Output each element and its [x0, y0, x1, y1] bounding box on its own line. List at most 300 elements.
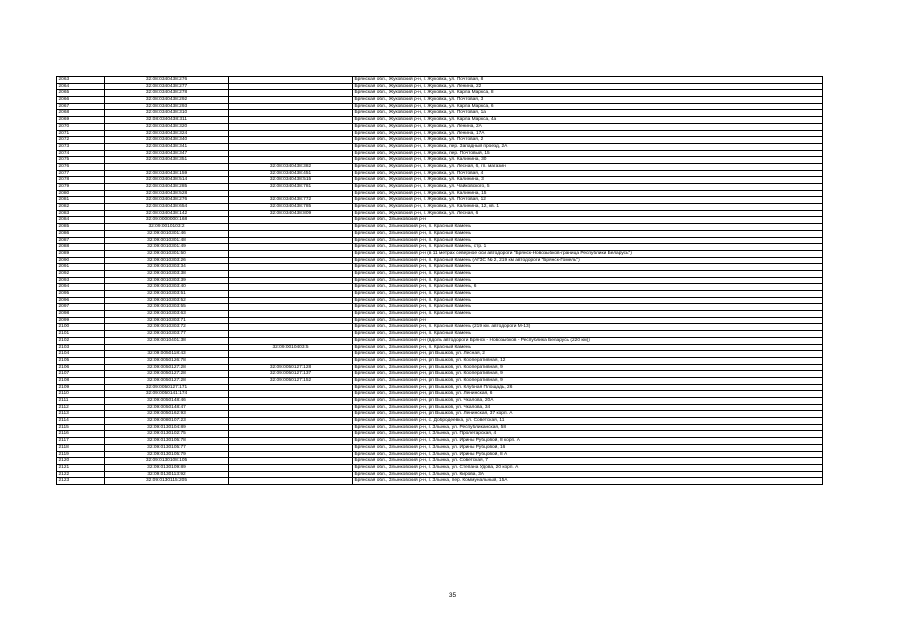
- address-cell: Брянская обл., Злынковский р-н, п. Красный Камень: [353, 230, 823, 237]
- address-cell: Брянская обл., Злынковский р-н, рп Вышков, ул. Ленинская, 37 корп. А: [353, 411, 823, 418]
- sub-cadastral-number-cell: [229, 304, 353, 311]
- cadastral-number-cell: 32:08:0340438:276: [105, 77, 229, 84]
- sub-cadastral-number-cell: [229, 458, 353, 465]
- table-row: [57, 190, 823, 197]
- row-number-cell: 2095: [57, 291, 105, 298]
- sub-cadastral-number-cell: [229, 230, 353, 237]
- cadastral-number-cell: 32:08:0340438:292: [105, 97, 229, 104]
- table-row: [57, 130, 823, 137]
- cadastral-number-cell: 32:09:0010303:51: [105, 291, 229, 298]
- address-cell: Брянская обл., Злынковский р-н, п. Красный Камень: [353, 311, 823, 318]
- table-row: [57, 364, 823, 371]
- row-number-cell: 2098: [57, 311, 105, 318]
- sub-cadastral-number-cell: [229, 97, 353, 104]
- sub-cadastral-number-cell: [229, 103, 353, 110]
- table-row: [57, 451, 823, 458]
- table-row: [57, 331, 823, 338]
- sub-cadastral-number-cell: [229, 464, 353, 471]
- sub-cadastral-number-cell: [229, 250, 353, 257]
- address-cell: Брянская обл., Злынковский р-н, рп Вышков, ул. Чкалова, 20А: [353, 398, 823, 405]
- sub-cadastral-number-cell: [229, 270, 353, 277]
- cadastral-number-cell: 32:09:0130105:78: [105, 438, 229, 445]
- address-cell: Брянская обл., Злынковский р-н, г. Злынка, ул. Пролетарская, 4: [353, 431, 823, 438]
- address-cell: Брянская обл., Жуковский р-н, г. Жуковка, ул. Карла Маркса, 4а: [353, 117, 823, 124]
- address-cell: Брянская обл., Злынковский р-н, п. Красный Камень: [353, 291, 823, 298]
- row-number-cell: 2085: [57, 224, 105, 231]
- sub-cadastral-number-cell: [229, 123, 353, 130]
- sub-cadastral-number-cell: [229, 418, 353, 425]
- row-number-cell: 2079: [57, 184, 105, 191]
- address-cell: Брянская обл., Злынковский р-н, п. Красный Камень: [353, 277, 823, 284]
- table-row: [57, 351, 823, 358]
- cadastral-number-cell: 32:09:0130105:79: [105, 451, 229, 458]
- row-number-cell: 2084: [57, 217, 105, 224]
- table-row: [57, 157, 823, 164]
- table-row: [57, 90, 823, 97]
- row-number-cell: 2117: [57, 438, 105, 445]
- sub-cadastral-number-cell: [229, 83, 353, 90]
- sub-cadastral-number-cell: 32:09:0050127:128: [229, 364, 353, 371]
- sub-cadastral-number-cell: [229, 384, 353, 391]
- cadastral-number-cell: 32:09:0050127:28: [105, 364, 229, 371]
- table-row: [57, 384, 823, 391]
- address-cell: Брянская обл., Злынковский р-н, п. Красный Камень: [353, 297, 823, 304]
- table-row: [57, 458, 823, 465]
- sub-cadastral-number-cell: [229, 438, 353, 445]
- address-cell: Брянская обл., Жуковский р-н, г. Жуковка, ул. Лесная, 6, гп. магазин: [353, 163, 823, 170]
- row-number-cell: 2100: [57, 324, 105, 331]
- table-row: [57, 404, 823, 411]
- row-number-cell: 2083: [57, 210, 105, 217]
- sub-cadastral-number-cell: [229, 264, 353, 271]
- address-cell: Брянская обл., Злынковский р-н, г. Злынка, ул. Ирины Рубцовой, 8 А: [353, 451, 823, 458]
- address-cell: Брянская обл., Жуковский р-н, г. Жуковка, ул. Карла Маркса, 8: [353, 90, 823, 97]
- address-cell: Брянская обл., Жуковский р-н, г. Жуковка, ул. Почтовая, 2: [353, 137, 823, 144]
- row-number-cell: 2076: [57, 163, 105, 170]
- row-number-cell: 2080: [57, 190, 105, 197]
- table-row: [57, 284, 823, 291]
- sub-cadastral-number-cell: 32:08:0340438:451: [229, 170, 353, 177]
- table-row: [57, 110, 823, 117]
- table-row: [57, 244, 823, 251]
- table-row: [57, 237, 823, 244]
- cadastral-number-cell: 32:09:0010303:26: [105, 257, 229, 264]
- cadastral-number-cell: 32:09:0130102:75: [105, 431, 229, 438]
- row-number-cell: 2082: [57, 204, 105, 211]
- table-row: [57, 103, 823, 110]
- address-cell: Брянская обл., Злынковский р-н: [353, 317, 823, 324]
- row-number-cell: 2081: [57, 197, 105, 204]
- cadastral-number-cell: 32:09:0010303:38: [105, 270, 229, 277]
- cadastral-number-cell: 32:09:0080107:23: [105, 418, 229, 425]
- address-cell: Брянская обл., Злынковский р-н, г. Злынка, ул. Ирины Рубцовой, 16: [353, 444, 823, 451]
- address-cell: Брянская обл., Злынковский р-н, п. Красный Камень (219 км. автодороги М-13): [353, 324, 823, 331]
- address-cell: Брянская обл., Жуковский р-н, г. Жуковка, ул. Почтовая, 4: [353, 170, 823, 177]
- row-number-cell: 2107: [57, 371, 105, 378]
- sub-cadastral-number-cell: [229, 411, 353, 418]
- cadastral-number-cell: 32:09:0050127:28: [105, 377, 229, 384]
- sub-cadastral-number-cell: [229, 424, 353, 431]
- table-row: [57, 184, 823, 191]
- table-row: [57, 431, 823, 438]
- sub-cadastral-number-cell: [229, 431, 353, 438]
- row-number-cell: 2065: [57, 90, 105, 97]
- sub-cadastral-number-cell: [229, 217, 353, 224]
- cadastral-number-cell: 32:09:0010303:34: [105, 264, 229, 271]
- address-cell: Брянская обл., Злынковский р-н, п. Красный Камень: [353, 270, 823, 277]
- address-cell: Брянская обл., Злынковский р-н (вдоль автодороги Брянск - Новозыбков - Республика Беларусь (220 км)): [353, 337, 823, 344]
- address-cell: Брянская обл., Жуковский р-н, г. Жуковка, ул. Почтовая, 1а: [353, 110, 823, 117]
- sub-cadastral-number-cell: [229, 351, 353, 358]
- cadastral-number-cell: 32:09:0050126:78: [105, 357, 229, 364]
- cadastral-number-cell: 32:09:0050127:171: [105, 384, 229, 391]
- cadastral-table-body: [57, 77, 823, 485]
- table-row: [57, 291, 823, 298]
- address-cell: Брянская обл., Злынковский р-н, п. Красный Камень: [353, 224, 823, 231]
- address-cell: Брянская обл., Злынковский р-н, г. Злынка, ул. Кирова, 3А: [353, 471, 823, 478]
- row-number-cell: 2102: [57, 337, 105, 344]
- table-row: [57, 163, 823, 170]
- row-number-cell: 2096: [57, 297, 105, 304]
- cadastral-number-cell: 32:09:0130108:105: [105, 458, 229, 465]
- address-cell: Брянская обл., Злынковский р-н, п. Красный Камень: [353, 304, 823, 311]
- row-number-cell: 2112: [57, 404, 105, 411]
- address-cell: Брянская обл., Злынковский р-н, рп Вышков, ул. Чкалова, 34: [353, 404, 823, 411]
- sub-cadastral-number-cell: [229, 224, 353, 231]
- sub-cadastral-number-cell: [229, 77, 353, 84]
- page-number: 35: [448, 592, 457, 599]
- table-row: [57, 117, 823, 124]
- row-number-cell: 2101: [57, 331, 105, 338]
- cadastral-number-cell: 32:09:0010303:52: [105, 297, 229, 304]
- row-number-cell: 2108: [57, 377, 105, 384]
- table-row: [57, 471, 823, 478]
- row-number-cell: 2072: [57, 137, 105, 144]
- row-number-cell: 2121: [57, 464, 105, 471]
- cadastral-number-cell: 32:09:0010303:72: [105, 324, 229, 331]
- cadastral-number-cell: 32:09:0010303:55: [105, 304, 229, 311]
- sub-cadastral-number-cell: [229, 277, 353, 284]
- cadastral-number-cell: 32:08:0340438:514: [105, 177, 229, 184]
- sub-cadastral-number-cell: [229, 150, 353, 157]
- row-number-cell: 2092: [57, 270, 105, 277]
- sub-cadastral-number-cell: 32:08:0340438:781: [229, 184, 353, 191]
- table-row: [57, 170, 823, 177]
- address-cell: Брянская обл., Жуковский р-н, г. Жуковка, ул. Лесная, 6: [353, 210, 823, 217]
- table-row: [57, 177, 823, 184]
- cadastral-number-cell: 32:09:0050118:43: [105, 351, 229, 358]
- sub-cadastral-number-cell: [229, 190, 353, 197]
- row-number-cell: 2069: [57, 117, 105, 124]
- row-number-cell: 2122: [57, 471, 105, 478]
- table-row: [57, 83, 823, 90]
- row-number-cell: 2077: [57, 170, 105, 177]
- row-number-cell: 2120: [57, 458, 105, 465]
- table-row: [57, 444, 823, 451]
- row-number-cell: 2114: [57, 418, 105, 425]
- cadastral-number-cell: 32:08:0340438:341: [105, 143, 229, 150]
- cadastral-number-cell: 32:09:0010303:77: [105, 331, 229, 338]
- row-number-cell: 2078: [57, 177, 105, 184]
- row-number-cell: 2123: [57, 478, 105, 485]
- table-row: [57, 217, 823, 224]
- address-cell: Брянская обл., Жуковский р-н, г. Жуковка, ул. Почтовая, 8: [353, 77, 823, 84]
- address-cell: Брянская обл., Злынковский р-н, рп Вышков, ул. Ленинская, 6: [353, 391, 823, 398]
- cadastral-number-cell: 32:08:0340438:347: [105, 150, 229, 157]
- table-row: [57, 377, 823, 384]
- cadastral-number-cell: 32:09:0010303:40: [105, 284, 229, 291]
- address-cell: Брянская обл., Злынковский р-н, п. Красный Камень: [353, 331, 823, 338]
- table-row: [57, 324, 823, 331]
- sub-cadastral-number-cell: [229, 357, 353, 364]
- sub-cadastral-number-cell: [229, 90, 353, 97]
- row-number-cell: 2071: [57, 130, 105, 137]
- address-cell: Брянская обл., Жуковский р-н, г. Жуковка, ул. Ленина, 17А: [353, 130, 823, 137]
- cadastral-number-cell: [105, 163, 229, 170]
- address-cell: Брянская обл., Злынковский р-н, рп Вышков, ул. Клубная Площадь, 26: [353, 384, 823, 391]
- table-row: [57, 230, 823, 237]
- sub-cadastral-number-cell: 32:09:0050127:137: [229, 371, 353, 378]
- table-row: [57, 297, 823, 304]
- sub-cadastral-number-cell: [229, 117, 353, 124]
- table-row: [57, 270, 823, 277]
- sub-cadastral-number-cell: [229, 451, 353, 458]
- table-row: [57, 257, 823, 264]
- table-row: [57, 150, 823, 157]
- row-number-cell: 2091: [57, 264, 105, 271]
- row-number-cell: 2075: [57, 157, 105, 164]
- sub-cadastral-number-cell: [229, 478, 353, 485]
- address-cell: Брянская обл., Жуковский р-н, г. Жуковка, ул. Чайковского, 5: [353, 184, 823, 191]
- cadastral-number-cell: 32:09:0130104:89: [105, 424, 229, 431]
- cadastral-number-cell: 32:09:0010301:48: [105, 237, 229, 244]
- cadastral-number-cell: 32:09:0010103:2: [105, 224, 229, 231]
- sub-cadastral-number-cell: [229, 404, 353, 411]
- cadastral-number-cell: 32:09:0010301:50: [105, 250, 229, 257]
- address-cell: Брянская обл., Жуковский р-н, г. Жуковка, ул. Почтовая, 3: [353, 97, 823, 104]
- row-number-cell: 2104: [57, 351, 105, 358]
- sub-cadastral-number-cell: [229, 291, 353, 298]
- address-cell: Брянская обл., Злынковский р-н, п. Красный Камень, 6: [353, 284, 823, 291]
- sub-cadastral-number-cell: [229, 157, 353, 164]
- table-row: [57, 438, 823, 445]
- sub-cadastral-number-cell: [229, 137, 353, 144]
- row-number-cell: 2116: [57, 431, 105, 438]
- cadastral-number-cell: 32:09:0050127:28: [105, 371, 229, 378]
- sub-cadastral-number-cell: 32:09:0010403:5: [229, 344, 353, 351]
- row-number-cell: 2110: [57, 391, 105, 398]
- cadastral-table: [56, 76, 823, 485]
- address-cell: Брянская обл., Жуковский р-н, г. Жуковка, ул. Ленина, 2А: [353, 123, 823, 130]
- cadastral-number-cell: 32:08:0340438:340: [105, 137, 229, 144]
- address-cell: Брянская обл., Жуковский р-н, г. Жуковка, пер. Почтовый, 15: [353, 150, 823, 157]
- address-cell: Брянская обл., Жуковский р-н, г. Жуковка, ул. Калинина, 12, кв. 1: [353, 204, 823, 211]
- sub-cadastral-number-cell: [229, 130, 353, 137]
- row-number-cell: 2119: [57, 451, 105, 458]
- table-row: [57, 210, 823, 217]
- table-row: [57, 464, 823, 471]
- sub-cadastral-number-cell: [229, 471, 353, 478]
- cadastral-number-cell: 32:08:0340438:310: [105, 110, 229, 117]
- row-number-cell: 2103: [57, 344, 105, 351]
- row-number-cell: 2066: [57, 97, 105, 104]
- sub-cadastral-number-cell: [229, 311, 353, 318]
- row-number-cell: 2109: [57, 384, 105, 391]
- cadastral-number-cell: 32:08:0340438:320: [105, 123, 229, 130]
- address-cell: Брянская обл., Злынковский р-н, рп Вышков, ул. Кооперативная, 9: [353, 364, 823, 371]
- address-cell: Брянская обл., Злынковский р-н, рп Вышков, ул. Лесная, 2: [353, 351, 823, 358]
- address-cell: Брянская обл., Злынковский р-н, п. Красный Камень, стр. 1: [353, 244, 823, 251]
- row-number-cell: 2094: [57, 284, 105, 291]
- address-cell: Брянская обл., Злынковский р-н, п. Красный Камень: [353, 344, 823, 351]
- row-number-cell: 2068: [57, 110, 105, 117]
- cadastral-number-cell: 32:08:0340438:654: [105, 204, 229, 211]
- cadastral-number-cell: 32:08:0340438:142: [105, 210, 229, 217]
- row-number-cell: 2111: [57, 398, 105, 405]
- cadastral-number-cell: 32:08:0340438:285: [105, 184, 229, 191]
- address-cell: Брянская обл., Злынковский р-н, рп Вышков, ул. Кооперативная, 12: [353, 357, 823, 364]
- table-row: [57, 197, 823, 204]
- cadastral-number-cell: 32:09:0010303:71: [105, 317, 229, 324]
- address-cell: Брянская обл., Злынковский р-н, г. Злынка, ул. Республиканская, 58: [353, 424, 823, 431]
- cadastral-number-cell: 32:09:0010303:39: [105, 277, 229, 284]
- cadastral-number-cell: 32:09:0130115:205: [105, 478, 229, 485]
- address-cell: Брянская обл., Жуковский р-н, г. Жуковка, ул. Калинина, 15: [353, 190, 823, 197]
- row-number-cell: 2063: [57, 77, 105, 84]
- sub-cadastral-number-cell: [229, 398, 353, 405]
- cadastral-number-cell: 32:09:0010303:63: [105, 311, 229, 318]
- table-row: [57, 264, 823, 271]
- row-number-cell: 2074: [57, 150, 105, 157]
- cadastral-number-cell: 32:09:0010401:38: [105, 337, 229, 344]
- sub-cadastral-number-cell: 32:09:0050127:152: [229, 377, 353, 384]
- row-number-cell: 2087: [57, 237, 105, 244]
- sub-cadastral-number-cell: [229, 391, 353, 398]
- table-row: [57, 337, 823, 344]
- cadastral-number-cell: 32:09:0130105:77: [105, 444, 229, 451]
- cadastral-number-cell: 32:08:0340438:528: [105, 190, 229, 197]
- address-cell: Брянская обл., Злынковский р-н: [353, 217, 823, 224]
- row-number-cell: 2073: [57, 143, 105, 150]
- table-row: [57, 123, 823, 130]
- row-number-cell: 2106: [57, 364, 105, 371]
- table-row: [57, 277, 823, 284]
- cadastral-number-cell: 32:09:0010301:49: [105, 244, 229, 251]
- address-cell: Брянская обл., Злынковский р-н, рп Вышков, ул. Кооперативная, 9: [353, 377, 823, 384]
- sub-cadastral-number-cell: [229, 143, 353, 150]
- address-cell: Брянская обл., Злынковский р-н, г. Злынка, ул. Советская, 7: [353, 458, 823, 465]
- cadastral-number-cell: 32:08:0340438:276: [105, 197, 229, 204]
- table-row: [57, 398, 823, 405]
- table-row: [57, 371, 823, 378]
- cadastral-number-cell: 32:08:0340438:293: [105, 103, 229, 110]
- row-number-cell: 2089: [57, 250, 105, 257]
- cadastral-number-cell: 32:09:0000000:168: [105, 217, 229, 224]
- row-number-cell: 2099: [57, 317, 105, 324]
- row-number-cell: 2115: [57, 424, 105, 431]
- row-number-cell: 2105: [57, 357, 105, 364]
- sub-cadastral-number-cell: 32:08:0340438:785: [229, 204, 353, 211]
- table-row: [57, 311, 823, 318]
- cadastral-number-cell: 32:09:0050148:46: [105, 398, 229, 405]
- table-row: [57, 418, 823, 425]
- row-number-cell: 2086: [57, 230, 105, 237]
- sub-cadastral-number-cell: 32:08:0340438:382: [229, 163, 353, 170]
- table-row: [57, 77, 823, 84]
- address-cell: Брянская обл., Жуковский р-н, г. Жуковка, ул. Калинина, 3: [353, 177, 823, 184]
- table-row: [57, 143, 823, 150]
- table-row: [57, 391, 823, 398]
- address-cell: Брянская обл., Злынковский р-н, рп Вышков, ул. Кооперативная, 9: [353, 371, 823, 378]
- cadastral-number-cell: 32:08:0340438:278: [105, 90, 229, 97]
- sub-cadastral-number-cell: [229, 444, 353, 451]
- row-number-cell: 2064: [57, 83, 105, 90]
- address-cell: Брянская обл., Злынковский р-н, п. Красный Камень: [353, 237, 823, 244]
- table-row: [57, 304, 823, 311]
- cadastral-number-cell: 32:09:0010301:46: [105, 230, 229, 237]
- address-cell: Брянская обл., Злынковский р-н, г. Злынка, ул. Степана Удова, 20 корп. А: [353, 464, 823, 471]
- cadastral-number-cell: [105, 344, 229, 351]
- table-row: [57, 357, 823, 364]
- table-row: [57, 344, 823, 351]
- address-cell: Брянская обл., Жуковский р-н, г. Жуковка, ул. Калинина, 30: [353, 157, 823, 164]
- sub-cadastral-number-cell: 32:08:0340438:809: [229, 210, 353, 217]
- address-cell: Брянская обл., Злынковский р-н, с. Добродеевка, ул. Советская, 11: [353, 418, 823, 425]
- table-row: [57, 424, 823, 431]
- cadastral-number-cell: 32:08:0340438:311: [105, 117, 229, 124]
- sub-cadastral-number-cell: [229, 337, 353, 344]
- address-cell: Брянская обл., Злынковский р-н, п. Красный Камень: [353, 264, 823, 271]
- row-number-cell: 2088: [57, 244, 105, 251]
- sub-cadastral-number-cell: [229, 257, 353, 264]
- table-row: [57, 411, 823, 418]
- sub-cadastral-number-cell: [229, 297, 353, 304]
- row-number-cell: 2113: [57, 411, 105, 418]
- row-number-cell: 2097: [57, 304, 105, 311]
- table-row: [57, 204, 823, 211]
- table-row: [57, 224, 823, 231]
- row-number-cell: 2118: [57, 444, 105, 451]
- sub-cadastral-number-cell: [229, 284, 353, 291]
- sub-cadastral-number-cell: [229, 244, 353, 251]
- address-cell: Брянская обл., Жуковский р-н, г. Жуковка, пер. Западный проезд, 2А: [353, 143, 823, 150]
- cadastral-number-cell: 32:09:0050148:47: [105, 404, 229, 411]
- cadastral-number-cell: 32:09:0050141:174: [105, 391, 229, 398]
- sub-cadastral-number-cell: 32:08:0340438:515: [229, 177, 353, 184]
- cadastral-number-cell: 32:09:0130113:92: [105, 471, 229, 478]
- cadastral-number-cell: 32:08:0340438:159: [105, 170, 229, 177]
- address-cell: Брянская обл., Жуковский р-н, г. Жуковка, ул. Почтовая, 12: [353, 197, 823, 204]
- address-cell: Брянская обл., Злынковский р-н, п. Красный Камень (АГЗС № 2, 219 км автодороги "Брянск-Гомель"): [353, 257, 823, 264]
- table-row: [57, 250, 823, 257]
- row-number-cell: 2093: [57, 277, 105, 284]
- cadastral-number-cell: 32:09:0050162:93: [105, 411, 229, 418]
- table-row: [57, 97, 823, 104]
- address-cell: Брянская обл., Злынковский р-н, г. Злынка, ул. Ирины Рубцовой, 8 корп. А: [353, 438, 823, 445]
- address-cell: Брянская обл., Злынковский р-н (в 11 метрах северное оси автодороги "Брянск-Новозыбков-граница Республики Беларусь"): [353, 250, 823, 257]
- sub-cadastral-number-cell: [229, 331, 353, 338]
- address-cell: Брянская обл., Злынковский р-н, г. Злынка, пер. Коммунальный, 15А: [353, 478, 823, 485]
- cadastral-number-cell: 32:08:0340438:351: [105, 157, 229, 164]
- cadastral-number-cell: 32:08:0340438:277: [105, 83, 229, 90]
- sub-cadastral-number-cell: [229, 317, 353, 324]
- sub-cadastral-number-cell: [229, 324, 353, 331]
- row-number-cell: 2067: [57, 103, 105, 110]
- address-cell: Брянская обл., Жуковский р-н, г. Жуковка, ул. Карла Маркса, 6: [353, 103, 823, 110]
- row-number-cell: 2090: [57, 257, 105, 264]
- sub-cadastral-number-cell: 32:08:0340438:772: [229, 197, 353, 204]
- cadastral-number-cell: 32:08:0340438:324: [105, 130, 229, 137]
